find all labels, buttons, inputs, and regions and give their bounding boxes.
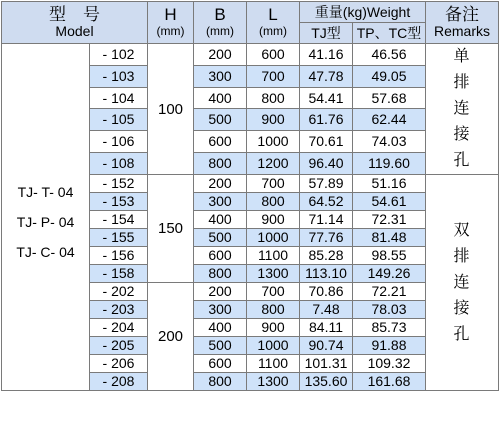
tj-weight: 84.11 <box>300 319 353 337</box>
remark-char: 排 <box>453 74 471 91</box>
b-value: 500 <box>194 109 247 131</box>
b-value: 200 <box>194 283 247 301</box>
l-value: 1100 <box>247 247 300 265</box>
l-value: 900 <box>247 109 300 131</box>
tptc-weight: 49.05 <box>353 65 426 87</box>
remarks-header <box>426 2 499 44</box>
tj-header: TJ型 <box>300 23 353 44</box>
tptc-weight: 54.61 <box>353 193 426 211</box>
model-suffix: - 206 <box>90 355 148 373</box>
b-header-label: B <box>214 4 226 24</box>
b-value: 500 <box>194 229 247 247</box>
tptc-weight: 78.03 <box>353 301 426 319</box>
l-value: 1200 <box>247 153 300 175</box>
h-value: 200 <box>148 283 194 391</box>
tj-weight: 135.60 <box>300 373 353 391</box>
tptc-weight: 57.68 <box>353 87 426 109</box>
b-value: 800 <box>194 153 247 175</box>
tptc-weight: 91.88 <box>353 337 426 355</box>
tptc-weight: 81.48 <box>353 229 426 247</box>
tj-weight: 113.10 <box>300 265 353 283</box>
tptc-weight: 149.26 <box>353 265 426 283</box>
l-value: 1000 <box>247 337 300 355</box>
l-value: 600 <box>247 44 300 66</box>
l-header-label: L <box>268 4 278 24</box>
remark-char: 孔 <box>453 325 471 343</box>
remarks-header-en: Remarks <box>433 22 490 39</box>
b-value: 200 <box>194 175 247 193</box>
spec-table-container <box>1 1 498 426</box>
remark-char: 接 <box>453 126 471 143</box>
b-value: 500 <box>194 337 247 355</box>
tptc-weight: 119.60 <box>353 153 426 175</box>
l-value: 1300 <box>247 373 300 391</box>
model-suffix: - 205 <box>90 337 148 355</box>
remark-char: 双 <box>453 221 471 239</box>
b-value: 600 <box>194 131 247 153</box>
remark-char: 排 <box>453 247 471 265</box>
l-value: 800 <box>247 87 300 109</box>
tj-weight: 96.40 <box>300 153 353 175</box>
l-value: 1000 <box>247 131 300 153</box>
tptc-weight: 46.56 <box>353 44 426 66</box>
model-suffix: - 153 <box>90 193 148 211</box>
model-suffix: - 204 <box>90 319 148 337</box>
h-header <box>148 2 194 44</box>
tptc-header: TP、TC型 <box>353 23 426 44</box>
tptc-weight: 72.21 <box>353 283 426 301</box>
model-suffix: - 106 <box>90 131 148 153</box>
model-header-en: Model <box>55 22 94 39</box>
model-suffix: - 103 <box>90 65 148 87</box>
tj-weight: 71.14 <box>300 211 353 229</box>
b-value: 300 <box>194 65 247 87</box>
b-value: 300 <box>194 301 247 319</box>
b-value: 400 <box>194 319 247 337</box>
model-suffix: - 102 <box>90 44 148 66</box>
b-value: 800 <box>194 265 247 283</box>
spec-table-body <box>2 44 499 391</box>
tj-weight: 7.48 <box>300 301 353 319</box>
remark-char: 单 <box>453 48 471 65</box>
remark-char: 接 <box>453 299 471 317</box>
weight-header: 重量(kg)Weight <box>300 2 426 23</box>
h-value: 150 <box>148 175 194 283</box>
tj-weight: 101.31 <box>300 355 353 373</box>
b-value: 800 <box>194 373 247 391</box>
model-suffix: - 203 <box>90 301 148 319</box>
model-name: TJ- P- 04 <box>16 214 75 230</box>
model-name: TJ- T- 04 <box>17 184 74 200</box>
b-header <box>194 2 247 44</box>
remark-char: 连 <box>453 273 471 291</box>
b-value: 400 <box>194 211 247 229</box>
model-suffix: - 155 <box>90 229 148 247</box>
model-suffix: - 156 <box>90 247 148 265</box>
b-value: 400 <box>194 87 247 109</box>
l-value: 1000 <box>247 229 300 247</box>
h-header-label: H <box>164 4 177 24</box>
remark-cell <box>426 44 499 175</box>
model-suffix: - 202 <box>90 283 148 301</box>
model-header-cn: 型 号 <box>49 4 100 24</box>
remarks-header-cn: 备注 <box>445 4 479 24</box>
header-row-1 <box>2 2 499 23</box>
h-header-unit: (mm) <box>156 23 185 38</box>
model-names-cell <box>2 44 90 391</box>
l-value: 1100 <box>247 355 300 373</box>
table-row <box>2 44 499 66</box>
l-value: 900 <box>247 211 300 229</box>
model-suffix: - 104 <box>90 87 148 109</box>
l-value: 900 <box>247 319 300 337</box>
b-header-unit: (mm) <box>206 23 234 38</box>
model-header <box>2 2 148 44</box>
tj-weight: 61.76 <box>300 109 353 131</box>
b-value: 200 <box>194 44 247 66</box>
tj-weight: 77.76 <box>300 229 353 247</box>
tptc-weight: 72.31 <box>353 211 426 229</box>
model-suffix: - 105 <box>90 109 148 131</box>
tj-weight: 70.86 <box>300 283 353 301</box>
tptc-weight: 85.73 <box>353 319 426 337</box>
tptc-weight: 161.68 <box>353 373 426 391</box>
l-header-unit: (mm) <box>259 23 287 38</box>
remark-char: 孔 <box>453 152 471 169</box>
tj-weight: 41.16 <box>300 44 353 66</box>
tj-weight: 54.41 <box>300 87 353 109</box>
l-header <box>247 2 300 44</box>
l-value: 800 <box>247 193 300 211</box>
tptc-weight: 51.16 <box>353 175 426 193</box>
h-value: 100 <box>148 44 194 175</box>
model-suffix: - 152 <box>90 175 148 193</box>
tj-weight: 64.52 <box>300 193 353 211</box>
tptc-weight: 74.03 <box>353 131 426 153</box>
model-suffix: - 154 <box>90 211 148 229</box>
b-value: 600 <box>194 355 247 373</box>
l-value: 800 <box>247 301 300 319</box>
l-value: 700 <box>247 175 300 193</box>
l-value: 1300 <box>247 265 300 283</box>
tptc-weight: 109.32 <box>353 355 426 373</box>
tptc-weight: 98.55 <box>353 247 426 265</box>
l-value: 700 <box>247 65 300 87</box>
spec-table <box>1 1 499 391</box>
tj-weight: 47.78 <box>300 65 353 87</box>
l-value: 700 <box>247 283 300 301</box>
tptc-weight: 62.44 <box>353 109 426 131</box>
remark-cell <box>426 175 499 391</box>
model-suffix: - 108 <box>90 153 148 175</box>
b-value: 300 <box>194 193 247 211</box>
model-suffix: - 208 <box>90 373 148 391</box>
model-name: TJ- C- 04 <box>16 244 75 260</box>
model-suffix: - 158 <box>90 265 148 283</box>
tj-weight: 85.28 <box>300 247 353 265</box>
tj-weight: 70.61 <box>300 131 353 153</box>
remark-char: 连 <box>453 100 471 117</box>
b-value: 600 <box>194 247 247 265</box>
tj-weight: 57.89 <box>300 175 353 193</box>
tj-weight: 90.74 <box>300 337 353 355</box>
